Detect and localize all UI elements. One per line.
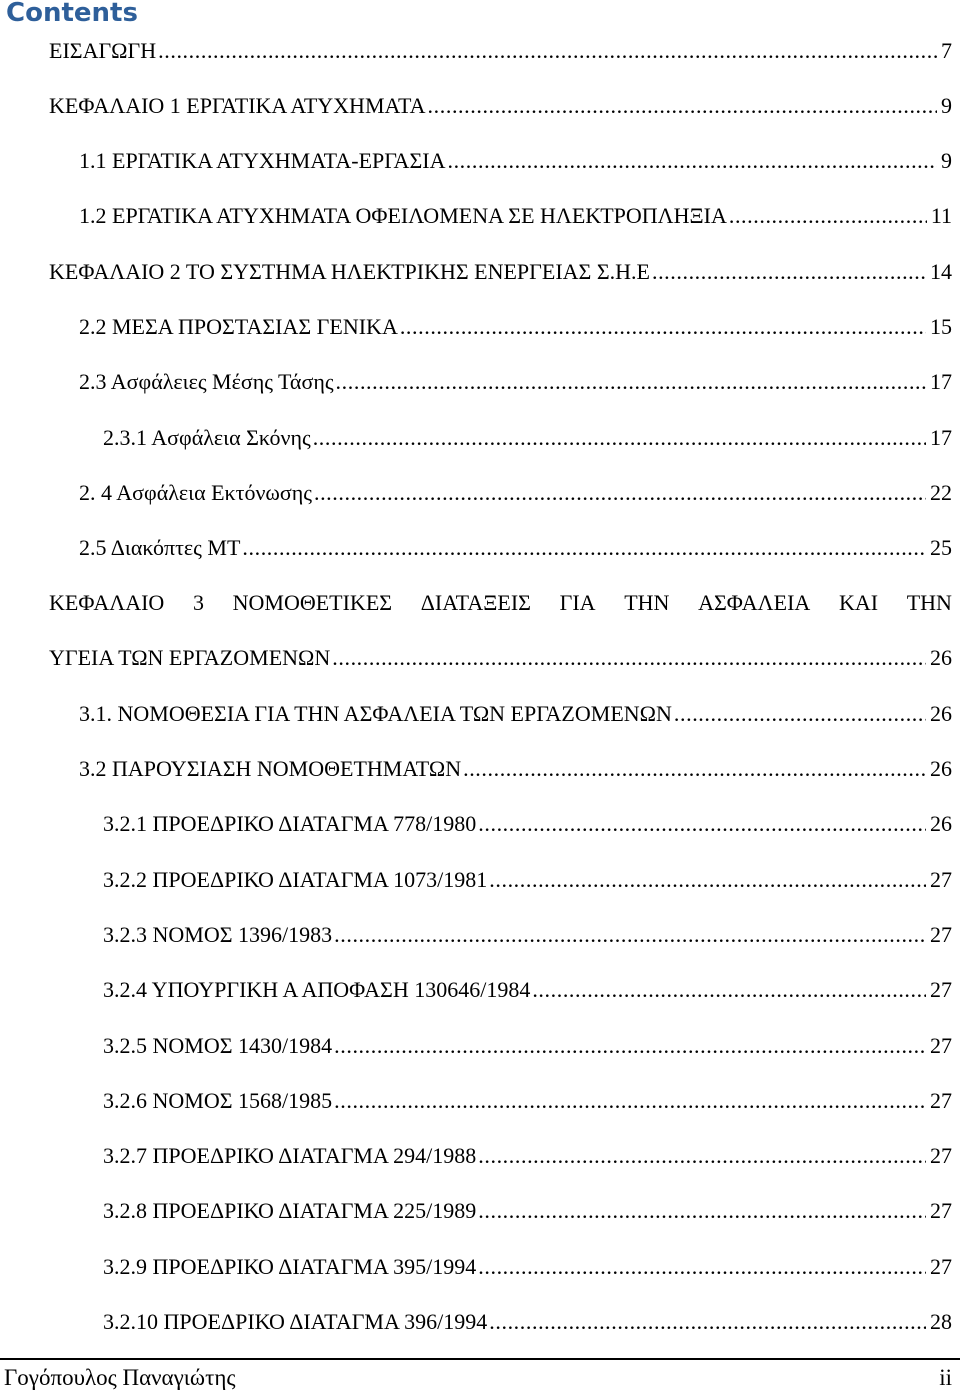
toc-entry-introduction[interactable] (49, 35, 952, 67)
toc-dot-leader (463, 753, 926, 785)
toc-entry-title: 3.2.7 ΠΡΟΕΔΡΙΚΟ ΔΙΑΤΑΓΜΑ 294/1988 (103, 1143, 477, 1168)
toc-entry-title-word: ΚΕΦΑΛΑΙΟ (49, 590, 165, 615)
toc-page-number: 26 (930, 756, 952, 781)
toc-dot-leader (478, 1195, 926, 1227)
toc-dot-leader (652, 256, 926, 288)
toc-entry-section-3-2-8[interactable] (103, 1195, 952, 1227)
toc-dot-leader (478, 808, 926, 840)
toc-entry-title: 3.2.9 ΠΡΟΕΔΡΙΚΟ ΔΙΑΤΑΓΜΑ 395/1994 (103, 1254, 477, 1279)
toc-dot-leader (428, 90, 937, 122)
toc-entry-title-word: ΚΑΙ (838, 590, 879, 615)
toc-page-number: 26 (930, 701, 952, 726)
toc-entry-section-2-5[interactable] (79, 532, 952, 564)
toc-page-number: 27 (930, 1198, 952, 1223)
toc-page-number: 11 (930, 203, 952, 228)
footer-divider (0, 1358, 960, 1360)
toc-entry-section-1-1[interactable] (79, 145, 952, 177)
toc-page-number: 14 (930, 259, 952, 284)
toc-entry-section-2-3-1[interactable] (103, 422, 952, 454)
toc-entry-title: 3.2.4 ΥΠΟΥΡΓΙΚΗ Α ΑΠΟΦΑΣΗ 130646/1984 (103, 977, 531, 1002)
toc-dot-leader (332, 642, 926, 674)
toc-entry-section-2-2[interactable] (79, 311, 952, 343)
toc-entry-title-word: ΔΙΑΤΑΞΕΙΣ (420, 590, 531, 615)
toc-entry-chapter-1[interactable] (49, 90, 952, 122)
page-heading: Contents (6, 0, 138, 28)
toc-page-number: 27 (930, 1033, 952, 1058)
toc-entry-section-3-2-5[interactable] (103, 1030, 952, 1062)
toc-entry-title: 2.2 ΜΕΣΑ ΠΡΟΣΤΑΣΙΑΣ ΓΕΝΙΚΑ (79, 314, 398, 339)
toc-entry-title: 3.2.5 ΝΟΜΟΣ 1430/1984 (103, 1033, 333, 1058)
toc-entry-section-3-2-7[interactable] (103, 1140, 952, 1172)
toc-entry-title-word: ΤΗΝ (906, 590, 952, 615)
toc-dot-leader (447, 145, 937, 177)
toc-page-number: 27 (930, 1088, 952, 1113)
toc-entry-title: 3.2.8 ΠΡΟΕΔΡΙΚΟ ΔΙΑΤΑΓΜΑ 225/1989 (103, 1198, 477, 1223)
toc-page-number: 27 (930, 977, 952, 1002)
toc-page-number: 26 (930, 811, 952, 836)
toc-page-number: 27 (930, 1254, 952, 1279)
toc-page-number: 7 (941, 38, 952, 63)
toc-entry-title: 2.5 Διακόπτες ΜΤ (79, 535, 241, 560)
toc-dot-leader (478, 1140, 926, 1172)
toc-page-number: 9 (941, 93, 952, 118)
toc-entry-title: 2.3.1 Ασφάλεια Σκόνης (103, 425, 311, 450)
toc-page-number: 9 (941, 148, 952, 173)
toc-dot-leader (336, 366, 926, 398)
toc-entry-title: ΚΕΦΑΛΑΙΟ 1 ΕΡΓΑΤΙΚΑ ΑΤΥΧΗΜΑΤΑ (49, 93, 426, 118)
toc-entry-title: 1.2 ΕΡΓΑΤΙΚΑ ΑΤΥΧΗΜΑΤΑ ΟΦΕΙΛΟΜΕΝΑ ΣΕ ΗΛΕΚΤΡΟΠΛΗΞΙΑ (79, 203, 727, 228)
toc-dot-leader (314, 477, 926, 509)
toc-entry-title: 3.2.10 ΠΡΟΕΔΡΙΚΟ ΔΙΑΤΑΓΜΑ 396/1994 (103, 1309, 488, 1334)
toc-entry-title-word: ΤΗΝ (624, 590, 670, 615)
toc-entry-title: 2. 4 Ασφάλεια Εκτόνωσης (79, 480, 312, 505)
toc-entry-title: 1.1 ΕΡΓΑΤΙΚΑ ΑΤΥΧΗΜΑΤΑ-ΕΡΓΑΣΙΑ (79, 148, 446, 173)
toc-entry-section-3-1[interactable] (79, 698, 952, 730)
toc-dot-leader (400, 311, 926, 343)
toc-entry-title: 3.1. ΝΟΜΟΘΕΣΙΑ ΓΙΑ ΤΗΝ ΑΣΦΑΛΕΙΑ ΤΩΝ ΕΡΓΑΖΟΜΕΝΩΝ (79, 701, 672, 726)
toc-entry-title: ΕΙΣΑΓΩΓΗ (49, 38, 157, 63)
toc-entry-title: 3.2.1 ΠΡΟΕΔΡΙΚΟ ΔΙΑΤΑΓΜΑ 778/1980 (103, 811, 477, 836)
footer-author: Γογόπουλος Παναγιώτης (4, 1365, 236, 1390)
toc-entry-title-word: ΑΣΦΑΛΕΙΑ (698, 590, 811, 615)
toc-dot-leader (334, 1085, 926, 1117)
toc-dot-leader (532, 974, 926, 1006)
toc-page-number: 17 (930, 369, 952, 394)
toc-entry-section-3-2-9[interactable] (103, 1251, 952, 1283)
toc-entry-title: 3.2.6 ΝΟΜΟΣ 1568/1985 (103, 1088, 333, 1113)
toc-page-number: 27 (930, 922, 952, 947)
toc-page-number: 27 (930, 867, 952, 892)
toc-dot-leader (334, 1030, 926, 1062)
toc-dot-leader (313, 422, 926, 454)
toc-entry-section-3-2-2[interactable] (103, 864, 952, 896)
toc-page-number: 25 (930, 535, 952, 560)
toc-entry-section-3-2-6[interactable] (103, 1085, 952, 1117)
toc-entry-title: 3.2 ΠΑΡΟΥΣΙΑΣΗ ΝΟΜΟΘΕΤΗΜΑΤΩΝ (79, 756, 462, 781)
toc-entry-section-3-2-4[interactable] (103, 974, 952, 1006)
toc-page-number: 17 (930, 425, 952, 450)
toc-entry-section-3-2[interactable] (79, 753, 952, 785)
toc-entry-section-3-2-10[interactable] (103, 1306, 952, 1338)
toc-page-number: 15 (930, 314, 952, 339)
toc-entry-section-1-2[interactable] (79, 200, 952, 232)
toc-dot-leader (242, 532, 926, 564)
toc-entry-section-3-2-3[interactable] (103, 919, 952, 951)
toc-entry-chapter-3[interactable] (49, 587, 952, 674)
toc-dot-leader (729, 200, 927, 232)
toc-entry-title-word: ΓΙΑ (559, 590, 596, 615)
toc-dot-leader (674, 698, 926, 730)
toc-page-number: 26 (930, 645, 952, 670)
toc-page-number: 27 (930, 1143, 952, 1168)
toc-entry-title: 3.2.3 ΝΟΜΟΣ 1396/1983 (103, 922, 333, 947)
footer-page-number: ii (939, 1365, 952, 1390)
toc-entry-chapter-2[interactable] (49, 256, 952, 288)
toc-dot-leader (489, 864, 926, 896)
toc-page-number: 22 (930, 480, 952, 505)
toc-page-number: 28 (930, 1309, 952, 1334)
toc-entry-title-word: ΝΟΜΟΘΕΤΙΚΕΣ (232, 590, 393, 615)
toc-dot-leader (489, 1306, 926, 1338)
toc-entry-section-2-4[interactable] (79, 477, 952, 509)
toc-entry-section-2-3[interactable] (79, 366, 952, 398)
toc-entry-title: 2.3 Ασφάλειες Μέσης Τάσης (79, 369, 334, 394)
toc-entry-title-line-1 (49, 587, 952, 619)
toc-entry-title: 3.2.2 ΠΡΟΕΔΡΙΚΟ ΔΙΑΤΑΓΜΑ 1073/1981 (103, 867, 488, 892)
toc-entry-title: ΚΕΦΑΛΑΙΟ 2 ΤΟ ΣΥΣΤΗΜΑ ΗΛΕΚΤΡΙΚΗΣ ΕΝΕΡΓΕΙΑΣ Σ.Η.Ε (49, 259, 650, 284)
toc-dot-leader (478, 1251, 926, 1283)
toc-entry-title-word: 3 (192, 590, 204, 615)
toc-dot-leader (334, 919, 926, 951)
page-footer (0, 1362, 960, 1393)
toc-dot-leader (158, 35, 937, 67)
toc-entry-section-3-2-1[interactable] (103, 808, 952, 840)
toc-entry-title: ΥΓΕΙΑ ΤΩΝ ΕΡΓΑΖΟΜΕΝΩΝ (49, 645, 331, 670)
toc-entry-title-line-2 (49, 642, 952, 674)
